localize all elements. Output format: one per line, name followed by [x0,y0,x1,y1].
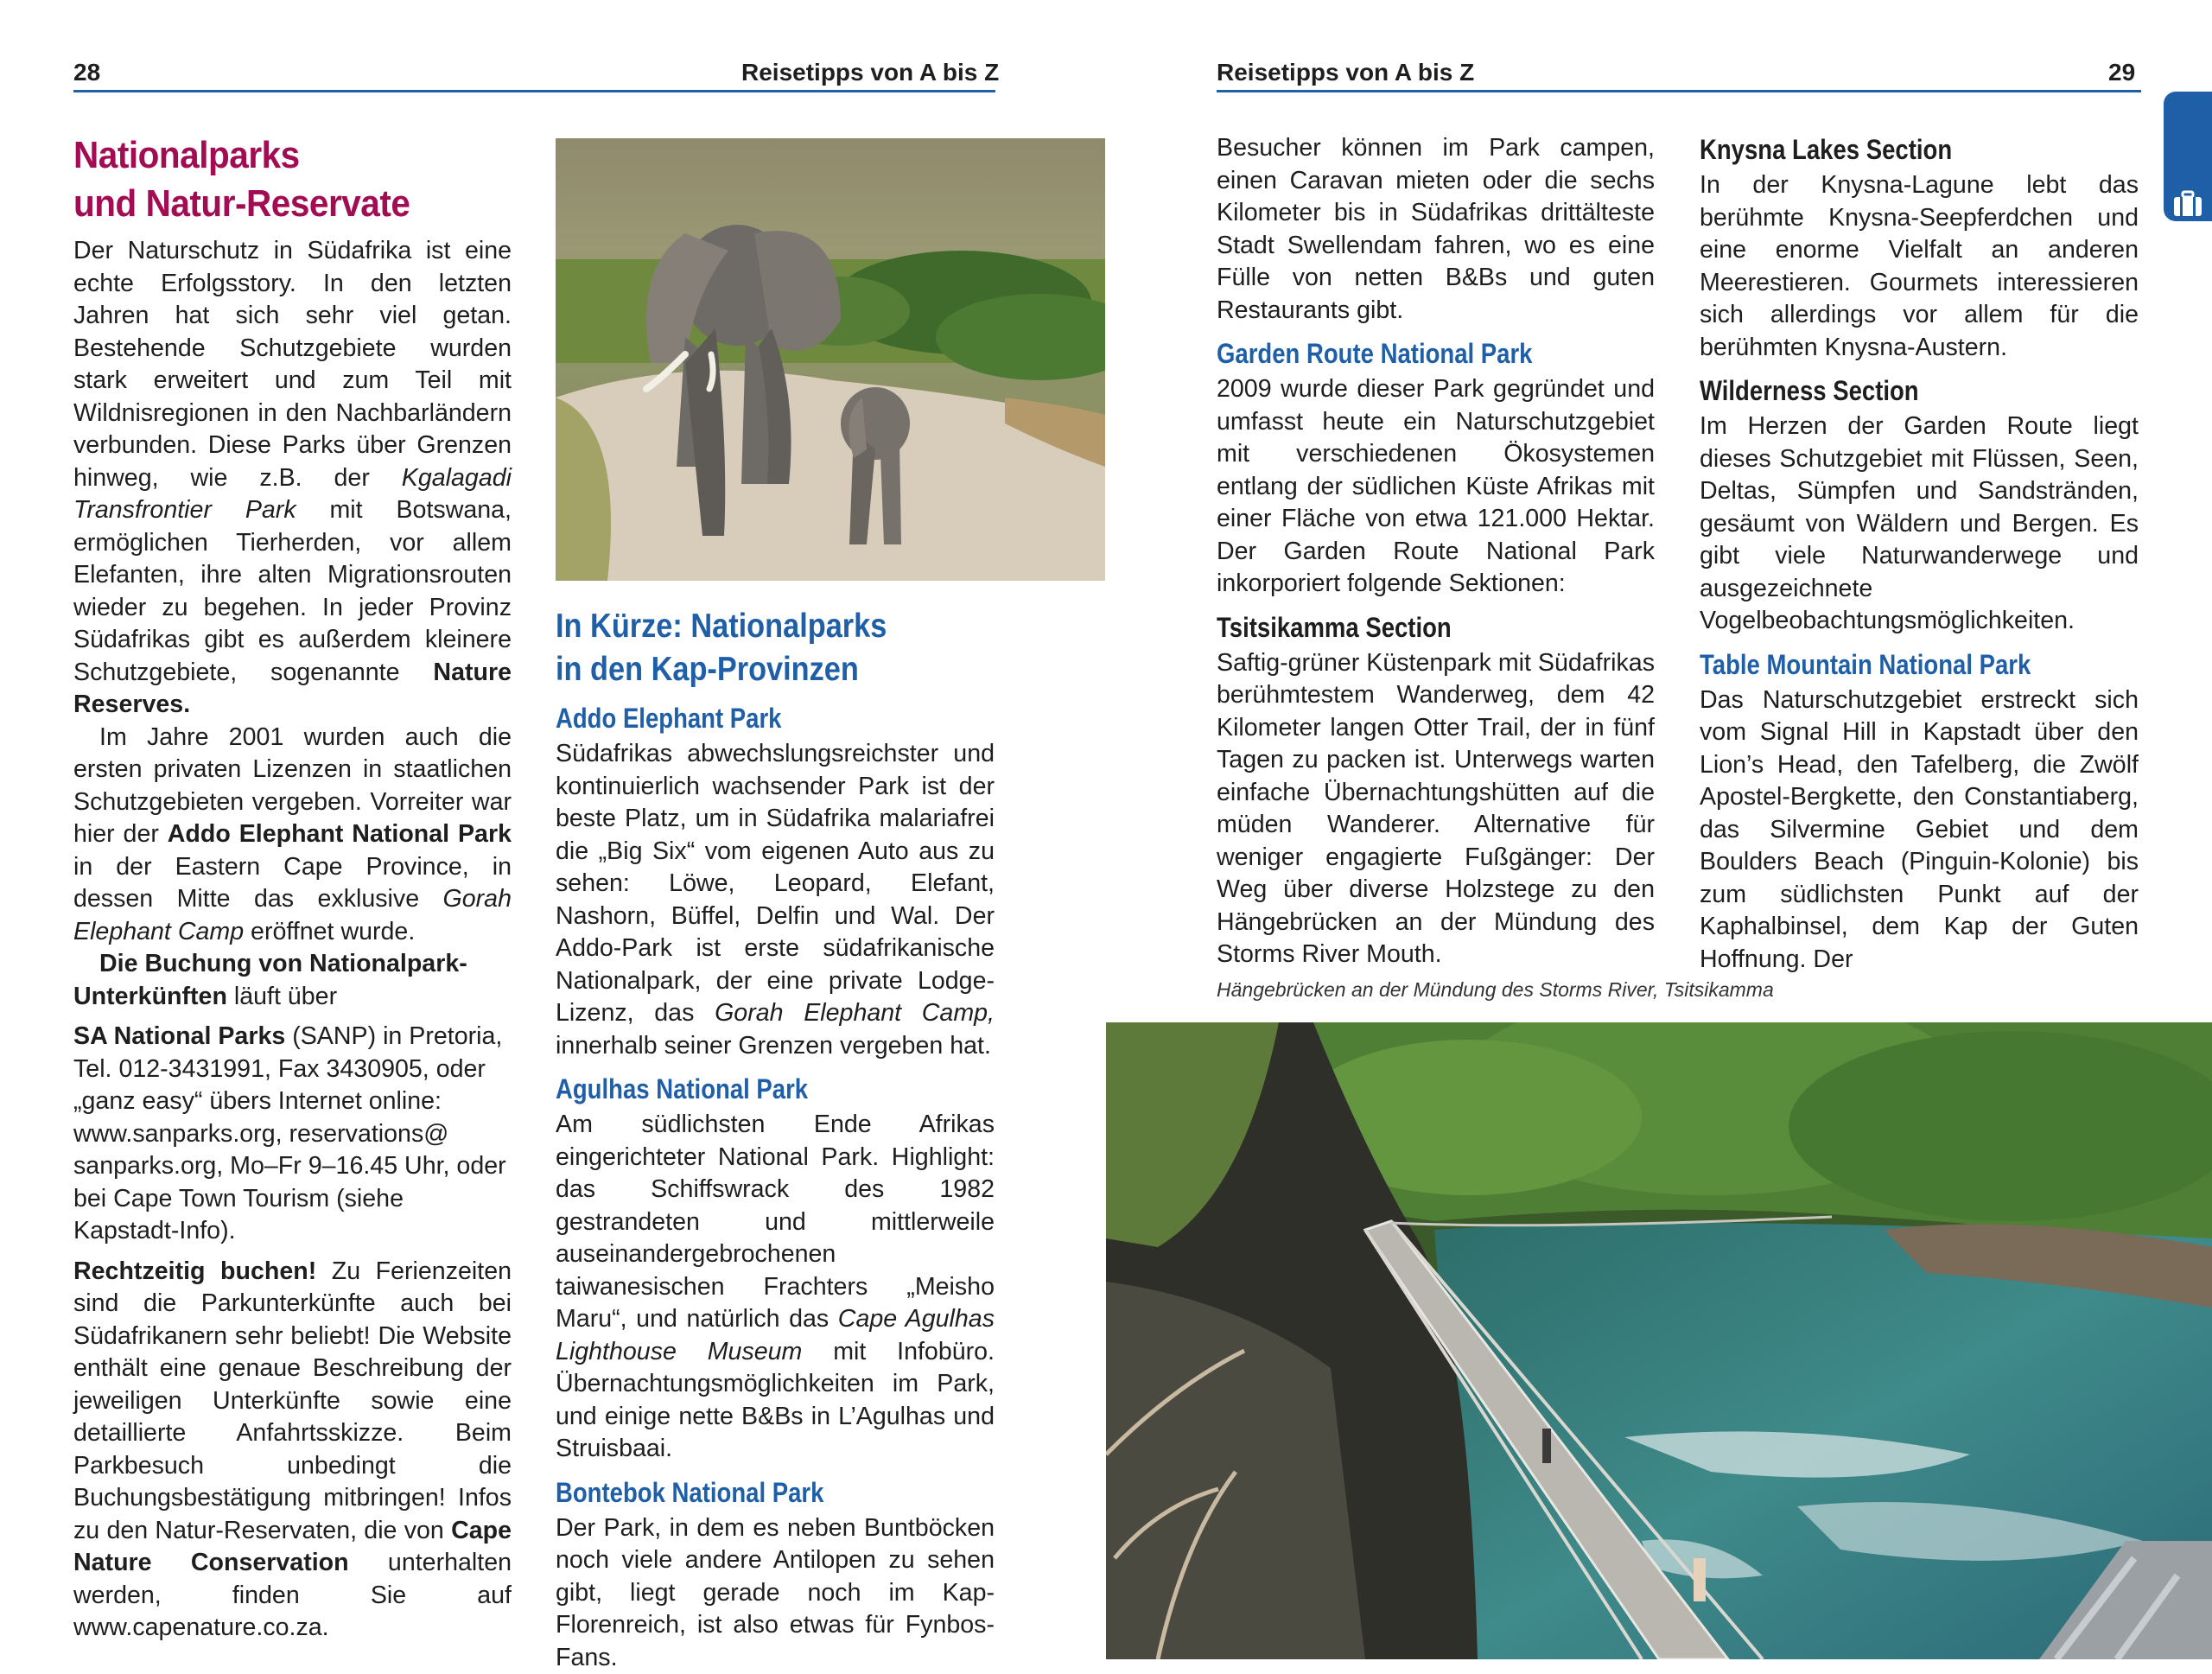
heading-bontebok: Bontebok National Park [556,1475,933,1510]
header-rule-right [1217,90,2141,92]
column-3 [1217,132,1655,971]
paragraph-2001: Im Jahre 2001 wurden auch die ersten privaten Lizenzen in staatlichen Schutzgebieten vergeben. Vorreiter war hier der Addo Elephant National Park in der Eastern Cape Province, in dessen Mitte das exklusive Gorah Elephant Camp eröffnet wurde. [73,722,512,949]
heading-tsitsikamma: Tsitsikamma Section [1217,610,1593,645]
section-title [73,131,476,228]
heading-table-mountain: Table Mountain National Park [1700,647,2077,682]
paragraph-bontebok: Der Park, in dem es neben Buntböcken noch viele andere Antilopen zu sehen gibt, liegt gerade noch im Kap-Florenreich, ist also etwas für Fynbos-Fans. [556,1512,995,1674]
heading-wilderness: Wilderness Section [1700,373,2077,408]
elephant-photo [556,138,1105,581]
box-title [556,605,942,691]
paragraph-knysna: In der Knysna-Lagune lebt das berühmte Knysna-Seepferdchen und eine enorme Vielfalt an anderen Meerestieren. Gourmets interessieren sich allerdings vor allem für die berühmten Knysna-Austern. [1700,169,2139,364]
heading-knysna: Knysna Lakes Section [1700,132,2077,167]
column-1 [73,131,512,1645]
paragraph-tsitsikamma: Saftig-grüner Küstenpark mit Südafrikas berühmtestem Wanderweg, dem 42 Kilometer langen Otter Trail, der in fünf Tagen zu packen ist. Unterwegs warten einfache Übernachtungshütten auf die müden Wanderer. Alternative für weniger engagierte Fußgänger: Der Weg über diverse Holzstege zu den Hängebrücken an der Mündung des Storms River Mouth. [1217,647,1655,971]
paragraph-addo: Südafrikas abwechslungsreichster und kontinuierlich wachsender Park ist der beste Platz, um in Südafrika malariafrei die „Big Six“ vom eigenen Auto aus zu sehen: Löwe, Leopard, Elefant, Nashorn, Büffel, Delfin und Wal. Der Addo-Park ist erste südafrikanische Nationalpark, der eine private Lodge-Lizenz, das Gorah Elephant Camp, innerhalb seiner Grenzen vergeben hat. [556,738,995,1062]
header-rule-left [73,90,995,92]
paragraph-book-early: Rechtzeitig buchen! Zu Ferienzeiten sind die Parkunterkünfte auch bei Südafrikanern sehr beliebt! Die Website enthält eine genaue Beschreibung der jeweiligen Unterkünfte sowie eine detaillierte Anfahrtsskizze. Beim Parkbesuch unbedingt die Buchungsbestätigung mitbringen! Infos zu den Natur-Reservaten, die von Cape Nature Conservation unterhalten werden, finden Sie auf www.capenature.co.za. [73,1256,512,1645]
heading-garden-route: Garden Route National Park [1217,336,1593,371]
heading-addo: Addo Elephant Park [556,701,933,735]
running-head-right: Reisetipps von A bis Z [1217,59,1474,86]
chapter-tab[interactable] [2164,92,2212,221]
paragraph-table-mountain: Das Naturschutzgebiet erstreckt sich vom Signal Hill in Kapstadt über den Lion’s Head, den Tafelberg, die Zwölf Apostel-Bergkette, den Constantiaberg, das Silvermine Gebiet und dem Boulders Beach (Pinguin-Kolonie) bis zum südlichsten Punkt auf der Kaphalbinsel, dem Kap der Guten Hoffnung. Der [1700,684,2139,977]
box-title-line-1: In Kürze: Nationalparks [556,608,887,645]
photo-caption: Hängebrücken an der Mündung des Storms River, Tsitsikamma [1217,978,1774,1002]
paragraph-intro: Der Naturschutz in Südafrika ist eine echte Erfolgsstory. In den letzten Jahren hat sich sehr viel getan. Bestehende Schutzgebiete wurden stark erweitert und zum Teil mit Wildnisregionen in den Nachbarländern verbunden. Diese Parks über Grenzen hinweg, wie z.B. der Kgalagadi Transfrontier Park mit Botswana, ermöglichen Tierherden, vor allem Elefanten, ihre alten Migrationsrouten wieder zu begehen. In jeder Provinz Südafrikas gibt es außerdem kleinere Schutzgebiete, sogenannte Nature Reserves. [73,235,512,722]
paragraph-sanparks: SA National Parks (SANP) in Pretoria, Tel. 012-3431991, Fax 3430905, oder „ganz easy“ übers Internet online: www.sanparks.org, reservations@ sanparks.org, Mo–Fr 9–16.45 Uhr, oder bei Cape Town Tourism (siehe Kapstadt-Info). [73,1021,512,1248]
page-number-right: 29 [2108,59,2135,86]
paragraph-agulhas: Am südlichsten Ende Afrikas eingerichteter National Park. Highlight: das Schiffswrack des 1982 gestrandeten und mittlerweile auseinandergebrochenen taiwanesischen Frachters „Meisho Maru“, und natürlich das Cape Agulhas Lighthouse Museum mit Infobüro. Übernachtungsmöglichkeiten im Park, und einige nette B&Bs in L’Agulhas und Struisbaai. [556,1109,995,1466]
page-number-left: 28 [73,59,100,86]
section-title-line-2: und Natur-Reservate [73,182,410,225]
paragraph-wilderness: Im Herzen der Garden Route liegt dieses Schutzgebiet mit Flüssen, Seen, Deltas, Sümpfen und Sandstränden, gesäumt von Wäldern und Bergen. Es gibt viele Naturwanderwege und ausgezeichnete Vogelbeobachtungsmöglichkeiten. [1700,411,2139,638]
suitcase-icon [2171,187,2205,221]
column-2-info-box [556,596,995,1674]
suspension-bridge-photo [1106,1022,2212,1659]
paragraph-bontebok-cont: Besucher können im Park campen, einen Caravan mieten oder die sechs Kilometer bis in Südafrikas drittälteste Stadt Swellendam fahren, wo es eine Fülle von netten B&Bs und guten Restaurants gibt. [1217,132,1655,327]
heading-agulhas: Agulhas National Park [556,1072,933,1106]
running-head-left: Reisetipps von A bis Z [741,59,999,86]
box-title-line-2: in den Kap-Provinzen [556,651,859,688]
section-title-line-1: Nationalparks [73,134,300,176]
paragraph-garden-route: 2009 wurde dieser Park gegründet und umfasst heute ein Naturschutzgebiet mit verschiedenen Ökosystemen entlang der südlichen Küste Afrikas mit einer Fläche von etwa 121.000 Hektar. Der Garden Route National Park inkorporiert folgende Sektionen: [1217,373,1655,601]
column-4 [1700,132,2139,976]
paragraph-booking: Die Buchung von Nationalpark-Unterkünften läuft über [73,948,512,1013]
